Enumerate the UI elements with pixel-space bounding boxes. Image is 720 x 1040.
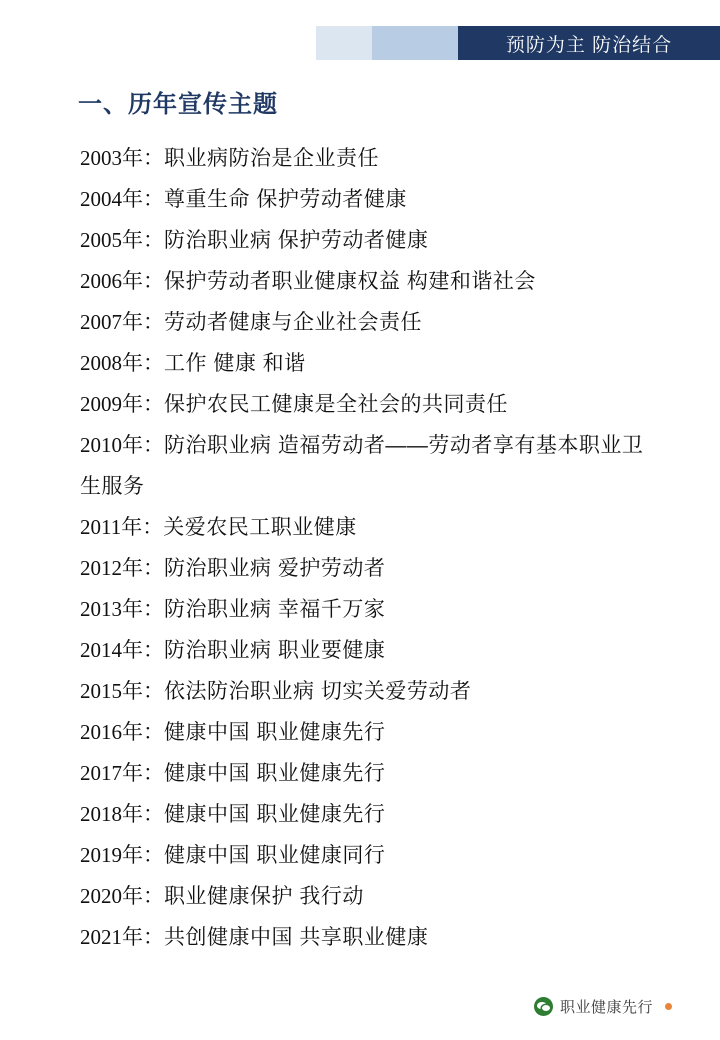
list-item xyxy=(80,671,650,712)
list-item xyxy=(80,712,650,753)
theme-year: 2014年： xyxy=(80,638,164,662)
list-item xyxy=(80,507,650,548)
wechat-icon xyxy=(534,997,553,1016)
list-item xyxy=(80,876,650,917)
list-item xyxy=(80,630,650,671)
page-title: 一、历年宣传主题 xyxy=(78,91,278,118)
theme-text: 依法防治职业病 切实关爱劳动者 xyxy=(164,680,472,703)
list-item xyxy=(80,343,650,384)
header-accent-block-mid xyxy=(372,26,458,60)
theme-year: 2013年： xyxy=(80,597,164,621)
theme-year: 2020年： xyxy=(80,884,164,908)
theme-year: 2012年： xyxy=(80,556,164,580)
list-item xyxy=(80,917,650,958)
theme-text: 共创健康中国 共享职业健康 xyxy=(164,926,429,949)
theme-year: 2008年： xyxy=(80,351,164,375)
theme-year: 2010年： xyxy=(80,433,164,457)
header-accent-block-light xyxy=(316,26,372,60)
list-item xyxy=(80,589,650,630)
theme-text: 防治职业病 职业要健康 xyxy=(164,639,386,662)
header-banner-label: 预防为主 防治结合 xyxy=(458,26,720,60)
list-item xyxy=(80,179,650,220)
theme-text: 健康中国 职业健康先行 xyxy=(164,721,386,744)
theme-year: 2007年： xyxy=(80,310,164,334)
theme-year: 2005年： xyxy=(80,228,164,252)
theme-text: 尊重生命 保护劳动者健康 xyxy=(164,188,407,211)
theme-text: 防治职业病 爱护劳动者 xyxy=(164,557,386,580)
list-item xyxy=(80,425,650,507)
list-item xyxy=(80,220,650,261)
theme-text: 工作 健康 和谐 xyxy=(164,352,306,375)
theme-text: 健康中国 职业健康先行 xyxy=(164,803,386,826)
theme-text: 保护农民工健康是全社会的共同责任 xyxy=(164,393,508,416)
theme-year: 2019年： xyxy=(80,843,164,867)
theme-text: 关爱农民工职业健康 xyxy=(163,516,357,539)
page-header xyxy=(0,26,720,60)
theme-year: 2017年： xyxy=(80,761,164,785)
list-item xyxy=(80,261,650,302)
footer-accent-dot xyxy=(665,1003,672,1010)
theme-year: 2016年： xyxy=(80,720,164,744)
list-item xyxy=(80,302,650,343)
theme-text: 健康中国 职业健康先行 xyxy=(164,762,386,785)
list-item xyxy=(80,835,650,876)
list-item xyxy=(80,794,650,835)
theme-text: 劳动者健康与企业社会责任 xyxy=(164,311,422,334)
theme-year: 2006年： xyxy=(80,269,164,293)
theme-text: 防治职业病 幸福千万家 xyxy=(164,598,386,621)
theme-year: 2018年： xyxy=(80,802,164,826)
theme-year: 2021年： xyxy=(80,925,164,949)
theme-year: 2011年： xyxy=(80,515,164,539)
theme-text: 防治职业病 造福劳动者——劳动者享有基本职业卫生服务 xyxy=(80,434,644,498)
theme-list xyxy=(80,138,650,958)
list-item xyxy=(80,384,650,425)
theme-text: 防治职业病 保护劳动者健康 xyxy=(164,229,429,252)
list-item xyxy=(80,138,650,179)
theme-text: 职业健康保护 我行动 xyxy=(164,885,364,908)
theme-text: 健康中国 职业健康同行 xyxy=(164,844,386,867)
theme-year: 2009年： xyxy=(80,392,164,416)
theme-year: 2004年： xyxy=(80,187,164,211)
theme-year: 2015年： xyxy=(80,679,164,703)
list-item xyxy=(80,548,650,589)
theme-text: 职业病防治是企业责任 xyxy=(164,147,379,170)
footer-watermark xyxy=(534,996,653,1017)
theme-year: 2003年： xyxy=(80,146,164,170)
footer-account-name: 职业健康先行 xyxy=(560,999,654,1016)
theme-text: 保护劳动者职业健康权益 构建和谐社会 xyxy=(164,270,536,293)
list-item xyxy=(80,753,650,794)
